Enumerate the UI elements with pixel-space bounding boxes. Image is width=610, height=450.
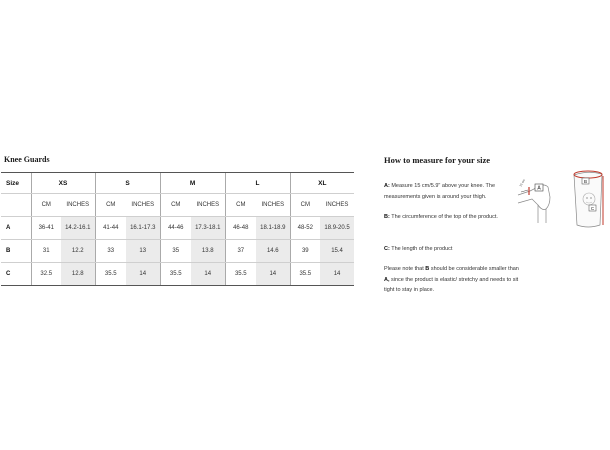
unit-inches: INCHES <box>256 194 290 217</box>
size-xl: XL <box>290 173 354 194</box>
table-cell: 41-44 <box>95 217 126 240</box>
table-cell: 37 <box>225 240 256 263</box>
table-row <box>1 240 354 263</box>
measure-a-key: A: <box>384 183 390 189</box>
table-cell: 48-52 <box>290 217 320 240</box>
size-m: M <box>160 173 225 194</box>
measurement-diagram <box>516 165 610 235</box>
table-cell: 18.1-18.9 <box>256 217 290 240</box>
table-cell: 12.2 <box>61 240 95 263</box>
measure-b-key: B: <box>384 214 390 220</box>
table-cell: 16.1-17.3 <box>126 217 160 240</box>
unit-cm: CM <box>31 194 61 217</box>
table-cell: 35.5 <box>160 263 191 286</box>
row-label-c: C <box>1 263 31 286</box>
measure-a-marker <box>518 178 543 195</box>
table-row <box>1 217 354 240</box>
size-header-row <box>1 173 354 194</box>
diagram-label-b: B <box>583 179 588 184</box>
table-cell: 35.5 <box>95 263 126 286</box>
table-cell: 35.5 <box>225 263 256 286</box>
table-cell: 13.8 <box>191 240 225 263</box>
note-a: A, <box>384 276 390 283</box>
measure-a-desc: Measure 15 cm/5.9" above your knee. The measurements given is around your thigh. <box>384 183 496 200</box>
unit-inches: INCHES <box>320 194 354 217</box>
table-cell: 14 <box>126 263 160 286</box>
note-mid: should be considerable smaller than <box>430 266 519 272</box>
unit-inches: INCHES <box>126 194 160 217</box>
table-cell: 32.5 <box>31 263 61 286</box>
howto-title: How to measure for your size <box>384 155 490 165</box>
size-s: S <box>95 173 160 194</box>
table-cell: 17.3-18.1 <box>191 217 225 240</box>
unit-inches: INCHES <box>191 194 225 217</box>
note-post: since the product is elastic/ stretchy and needs to sit tight to stay in place. <box>384 276 519 293</box>
table-cell: 14 <box>320 263 354 286</box>
table-title: Knee Guards <box>4 155 50 164</box>
table-cell: 35.5 <box>290 263 320 286</box>
table-cell: 14 <box>191 263 225 286</box>
table-cell: 18.9-20.5 <box>320 217 354 240</box>
sizing-note <box>384 264 519 296</box>
diagram-label-a: A <box>537 185 541 192</box>
table-cell: 33 <box>95 240 126 263</box>
unit-cm: CM <box>225 194 256 217</box>
table-cell: 31 <box>31 240 61 263</box>
measure-distance-label: 15 cm <box>518 178 526 188</box>
table-cell: 14 <box>256 263 290 286</box>
table-cell: 35 <box>160 240 191 263</box>
table-cell: 14.2-16.1 <box>61 217 95 240</box>
measure-c-text <box>384 244 519 255</box>
measure-c-desc: The length of the product <box>391 246 453 252</box>
table-cell: 44-46 <box>160 217 191 240</box>
unit-cm: CM <box>95 194 126 217</box>
table-cell: 12.8 <box>61 263 95 286</box>
size-header: Size <box>1 173 31 194</box>
unit-inches: INCHES <box>61 194 95 217</box>
row-label-a: A <box>1 217 31 240</box>
size-xs: XS <box>31 173 95 194</box>
table-cell: 36-41 <box>31 217 61 240</box>
note-b: B <box>425 266 430 272</box>
unit-cm: CM <box>160 194 191 217</box>
units-spacer <box>1 194 31 217</box>
measure-c-key: C: <box>384 246 390 252</box>
units-row <box>1 194 354 217</box>
leg-illustration <box>518 185 550 223</box>
measure-b-text <box>384 212 519 223</box>
table-cell: 46-48 <box>225 217 256 240</box>
table-cell: 15.4 <box>320 240 354 263</box>
table-cell: 13 <box>126 240 160 263</box>
knee-guard-illustration <box>574 171 603 227</box>
measure-b-desc: The circumference of the top of the product. <box>391 214 498 220</box>
table-cell: 14.6 <box>256 240 290 263</box>
measure-a-text <box>384 181 519 202</box>
diagram-label-c: C <box>590 206 595 211</box>
size-table <box>1 172 354 286</box>
table-cell: 39 <box>290 240 320 263</box>
table-row <box>1 263 354 286</box>
note-pre: Please note that <box>384 266 424 272</box>
size-l: L <box>225 173 290 194</box>
unit-cm: CM <box>290 194 320 217</box>
row-label-b: B <box>1 240 31 263</box>
